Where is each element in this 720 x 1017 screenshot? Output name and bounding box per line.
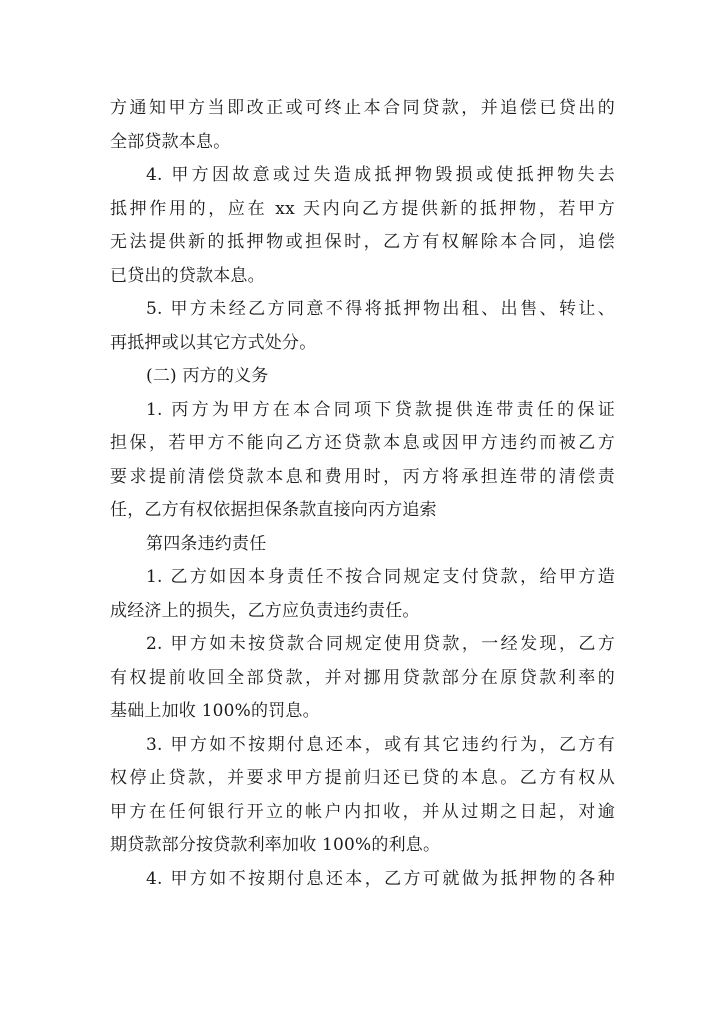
clause-line: 5. 甲方未经乙方同意不得将抵押物出租、出售、转让、	[146, 299, 615, 319]
clause-line: 4. 甲方如不按期付息还本，乙方可就做为抵押物的各种	[146, 868, 615, 889]
clause-line: 3. 甲方如不按期付息还本，或有其它违约行为，乙方有	[146, 734, 615, 755]
text-line: 甲方在任何银行开立的帐户内扣收，并从过期之日起，对逾	[110, 801, 615, 822]
text-line: 任，乙方有权依据担保条款直接向丙方追索	[110, 500, 437, 520]
text-line: 有权提前收回全部贷款，并对挪用贷款部分在原贷款利率的	[110, 667, 615, 688]
clause-line: 1. 乙方如因本身责任不按合同规定支付贷款，给甲方造	[146, 567, 615, 587]
text-line: 再抵押或以其它方式处分。	[110, 332, 317, 353]
text-line: 期贷款部分按贷款利率加收 100%的利息。	[110, 835, 441, 855]
text-line: 权停止贷款，并要求甲方提前归还已贷的本息。乙方有权从	[110, 768, 615, 788]
section-heading: (二) 丙方的义务	[146, 366, 269, 386]
text-line: 抵押作用的，应在 xx 天内向乙方提供新的抵押物，若甲方	[110, 198, 615, 219]
text-line: 方通知甲方当即改正或可终止本合同贷款，并追偿已贷出的	[110, 98, 615, 118]
text-line: 基础上加收 100%的罚息。	[110, 701, 320, 721]
clause-line: 1. 丙方为甲方在本合同项下贷款提供连带责任的保证	[146, 399, 615, 420]
article-heading: 第四条违约责任	[146, 533, 267, 554]
text-line: 要求提前清偿贷款本息和费用时，丙方将承担连带的清偿责	[110, 466, 615, 487]
text-line: 成经济上的损失，乙方应负责违约责任。	[110, 600, 420, 621]
text-line: 全部贷款本息。	[110, 131, 231, 152]
clause-line: 2. 甲方如未按贷款合同规定使用贷款，一经发现，乙方	[146, 634, 615, 654]
text-line: 已贷出的贷款本息。	[110, 265, 265, 286]
document-page	[110, 92, 615, 896]
clause-line: 4. 甲方因故意或过失造成抵押物毁损或使抵押物失去	[146, 165, 615, 185]
text-line: 无法提供新的抵押物或担保时，乙方有权解除本合同，追偿	[110, 232, 615, 252]
text-line: 担保，若甲方不能向乙方还贷款本息或因甲方违约而被乙方	[110, 433, 615, 453]
